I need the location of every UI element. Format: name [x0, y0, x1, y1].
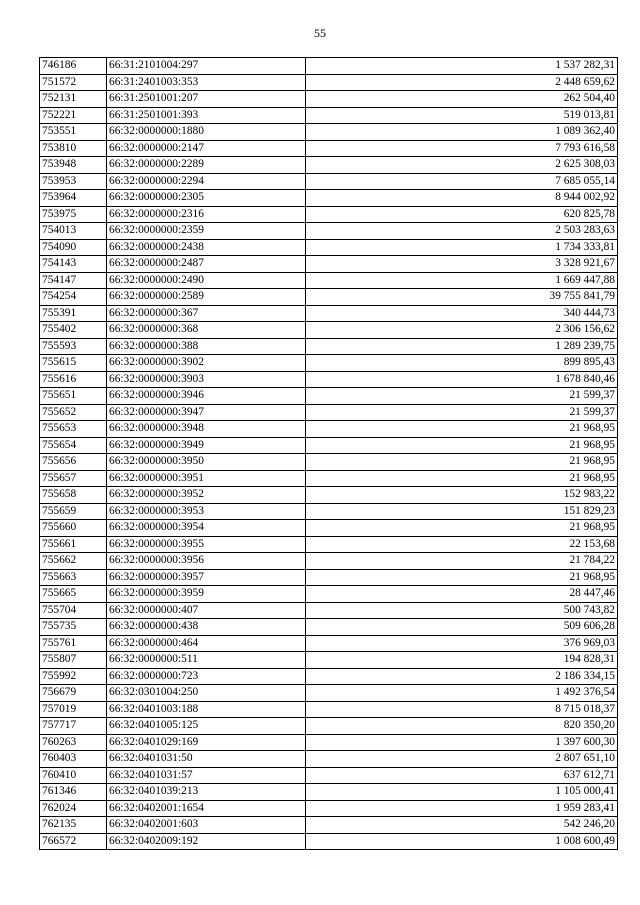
record-id-cell: 755402	[40, 322, 107, 339]
cadastral-number-cell: 66:32:0000000:2289	[107, 157, 306, 174]
record-id-cell: 755391	[40, 305, 107, 322]
cadastral-number-cell: 66:32:0000000:438	[107, 619, 306, 636]
record-id-cell: 754013	[40, 223, 107, 240]
table-row	[40, 833, 618, 850]
table-row	[40, 536, 618, 553]
cadastral-number-cell: 66:32:0000000:3903	[107, 371, 306, 388]
record-id-cell: 755652	[40, 404, 107, 421]
record-id-cell: 754090	[40, 239, 107, 256]
record-id-cell: 755616	[40, 371, 107, 388]
table-row	[40, 223, 618, 240]
table-row	[40, 91, 618, 108]
table-row	[40, 388, 618, 405]
cadastral-number-cell: 66:32:0000000:3948	[107, 421, 306, 438]
cadastral-number-cell: 66:32:0000000:511	[107, 652, 306, 669]
cadastral-value-cell: 3 328 921,67	[306, 256, 618, 273]
table-row	[40, 157, 618, 174]
record-id-cell: 757717	[40, 718, 107, 735]
record-id-cell: 762135	[40, 817, 107, 834]
cadastral-value-cell: 28 447,46	[306, 586, 618, 603]
record-id-cell: 746186	[40, 58, 107, 75]
cadastral-number-cell: 66:32:0401005:125	[107, 718, 306, 735]
table-row	[40, 784, 618, 801]
record-id-cell: 755656	[40, 454, 107, 471]
table-row	[40, 553, 618, 570]
table-row	[40, 602, 618, 619]
cadastral-number-cell: 66:32:0000000:3947	[107, 404, 306, 421]
cadastral-value-cell: 262 504,40	[306, 91, 618, 108]
table-row	[40, 338, 618, 355]
cadastral-value-cell: 151 829,23	[306, 503, 618, 520]
cadastral-value-cell: 152 983,22	[306, 487, 618, 504]
cadastral-value-cell: 1 105 000,41	[306, 784, 618, 801]
cadastral-number-cell: 66:31:2401003:353	[107, 74, 306, 91]
cadastral-value-cell: 7 793 616,58	[306, 140, 618, 157]
cadastral-value-cell: 2 448 659,62	[306, 74, 618, 91]
cadastral-number-cell: 66:32:0000000:3953	[107, 503, 306, 520]
table-row	[40, 256, 618, 273]
cadastral-number-cell: 66:32:0401029:169	[107, 734, 306, 751]
record-id-cell: 755659	[40, 503, 107, 520]
cadastral-number-cell: 66:32:0401031:57	[107, 767, 306, 784]
cadastral-value-cell: 1 008 600,49	[306, 833, 618, 850]
cadastral-number-cell: 66:32:0000000:3952	[107, 487, 306, 504]
cadastral-value-cell: 500 743,82	[306, 602, 618, 619]
table-row	[40, 569, 618, 586]
cadastral-value-cell: 21 599,37	[306, 404, 618, 421]
record-id-cell: 760410	[40, 767, 107, 784]
cadastral-value-cell: 1 492 376,54	[306, 685, 618, 702]
cadastral-number-cell: 66:32:0000000:3955	[107, 536, 306, 553]
cadastral-number-cell: 66:32:0000000:3959	[107, 586, 306, 603]
record-id-cell: 754254	[40, 289, 107, 306]
cadastral-value-cell: 637 612,71	[306, 767, 618, 784]
table-row	[40, 503, 618, 520]
record-id-cell: 752221	[40, 107, 107, 124]
cadastral-number-cell: 66:32:0000000:368	[107, 322, 306, 339]
cadastral-number-cell: 66:32:0000000:3951	[107, 470, 306, 487]
record-id-cell: 755653	[40, 421, 107, 438]
record-id-cell: 755658	[40, 487, 107, 504]
record-id-cell: 755704	[40, 602, 107, 619]
record-id-cell: 753551	[40, 124, 107, 141]
record-id-cell: 755661	[40, 536, 107, 553]
cadastral-value-cell: 21 968,95	[306, 421, 618, 438]
cadastral-value-cell: 1 397 600,30	[306, 734, 618, 751]
table-row	[40, 239, 618, 256]
cadastral-number-cell: 66:32:0401039:213	[107, 784, 306, 801]
table-row	[40, 817, 618, 834]
cadastral-number-cell: 66:32:0301004:250	[107, 685, 306, 702]
cadastral-number-cell: 66:32:0000000:3950	[107, 454, 306, 471]
cadastral-number-cell: 66:31:2501001:207	[107, 91, 306, 108]
cadastral-value-cell: 820 350,20	[306, 718, 618, 735]
table-body	[40, 58, 618, 850]
cadastral-value-cell: 39 755 841,79	[306, 289, 618, 306]
cadastral-value-cell: 1 089 362,40	[306, 124, 618, 141]
table-row	[40, 586, 618, 603]
cadastral-value-cell: 1 678 840,46	[306, 371, 618, 388]
table-row	[40, 305, 618, 322]
record-id-cell: 755761	[40, 635, 107, 652]
cadastral-number-cell: 66:32:0000000:2438	[107, 239, 306, 256]
record-id-cell: 760403	[40, 751, 107, 768]
table-row	[40, 206, 618, 223]
cadastral-value-cell: 620 825,78	[306, 206, 618, 223]
table-row	[40, 701, 618, 718]
cadastral-number-cell: 66:32:0000000:2589	[107, 289, 306, 306]
table-row	[40, 355, 618, 372]
table-row	[40, 635, 618, 652]
cadastral-value-cell: 8 944 002,92	[306, 190, 618, 207]
table-row	[40, 404, 618, 421]
cadastral-number-cell: 66:32:0000000:3949	[107, 437, 306, 454]
record-id-cell: 752131	[40, 91, 107, 108]
cadastral-value-cell: 509 606,28	[306, 619, 618, 636]
record-id-cell: 755735	[40, 619, 107, 636]
table-row	[40, 58, 618, 75]
table-row	[40, 520, 618, 537]
record-id-cell: 761346	[40, 784, 107, 801]
cadastral-number-cell: 66:32:0000000:2487	[107, 256, 306, 273]
cadastral-number-cell: 66:32:0000000:3902	[107, 355, 306, 372]
cadastral-number-cell: 66:32:0000000:3956	[107, 553, 306, 570]
table-row	[40, 652, 618, 669]
cadastral-number-cell: 66:32:0000000:3957	[107, 569, 306, 586]
record-id-cell: 762024	[40, 800, 107, 817]
table-row	[40, 190, 618, 207]
table-row	[40, 140, 618, 157]
cadastral-value-cell: 519 013,81	[306, 107, 618, 124]
table-row	[40, 800, 618, 817]
record-id-cell: 753975	[40, 206, 107, 223]
cadastral-number-cell: 66:32:0000000:2294	[107, 173, 306, 190]
record-id-cell: 755615	[40, 355, 107, 372]
cadastral-value-cell: 2 807 651,10	[306, 751, 618, 768]
cadastral-value-cell: 8 715 018,37	[306, 701, 618, 718]
record-id-cell: 754147	[40, 272, 107, 289]
record-id-cell: 755593	[40, 338, 107, 355]
cadastral-number-cell: 66:32:0000000:407	[107, 602, 306, 619]
record-id-cell: 755654	[40, 437, 107, 454]
cadastral-value-cell: 7 685 055,14	[306, 173, 618, 190]
cadastral-number-cell: 66:32:0000000:388	[107, 338, 306, 355]
record-id-cell: 753810	[40, 140, 107, 157]
cadastral-number-cell: 66:32:0000000:1880	[107, 124, 306, 141]
record-id-cell: 755660	[40, 520, 107, 537]
cadastral-value-cell: 542 246,20	[306, 817, 618, 834]
cadastral-value-cell: 194 828,31	[306, 652, 618, 669]
cadastral-value-cell: 899 895,43	[306, 355, 618, 372]
record-id-cell: 755651	[40, 388, 107, 405]
cadastral-number-cell: 66:32:0000000:2490	[107, 272, 306, 289]
record-id-cell: 757019	[40, 701, 107, 718]
record-id-cell: 755657	[40, 470, 107, 487]
cadastral-number-cell: 66:32:0402009:192	[107, 833, 306, 850]
record-id-cell: 755807	[40, 652, 107, 669]
record-id-cell: 755662	[40, 553, 107, 570]
record-id-cell: 766572	[40, 833, 107, 850]
cadastral-value-cell: 376 969,03	[306, 635, 618, 652]
record-id-cell: 755665	[40, 586, 107, 603]
cadastral-value-cell: 21 968,95	[306, 470, 618, 487]
cadastral-number-cell: 66:32:0401031:50	[107, 751, 306, 768]
record-id-cell: 760263	[40, 734, 107, 751]
record-id-cell: 751572	[40, 74, 107, 91]
cadastral-value-cell: 1 289 239,75	[306, 338, 618, 355]
cadastral-value-cell: 2 503 283,63	[306, 223, 618, 240]
cadastral-number-cell: 66:31:2501001:393	[107, 107, 306, 124]
cadastral-value-cell: 2 186 334,15	[306, 668, 618, 685]
cadastral-value-cell: 1 537 282,31	[306, 58, 618, 75]
table-row	[40, 454, 618, 471]
cadastral-value-cell: 22 153,68	[306, 536, 618, 553]
table-row	[40, 718, 618, 735]
table-row	[40, 421, 618, 438]
record-id-cell: 755663	[40, 569, 107, 586]
cadastral-number-cell: 66:32:0401003:188	[107, 701, 306, 718]
cadastral-value-cell: 21 968,95	[306, 569, 618, 586]
record-id-cell: 753953	[40, 173, 107, 190]
table-row	[40, 322, 618, 339]
cadastral-number-cell: 66:32:0402001:603	[107, 817, 306, 834]
cadastral-number-cell: 66:32:0000000:3954	[107, 520, 306, 537]
cadastral-number-cell: 66:32:0000000:2147	[107, 140, 306, 157]
cadastral-value-cell: 1 734 333,81	[306, 239, 618, 256]
cadastral-value-cell: 21 968,95	[306, 454, 618, 471]
cadastral-value-cell: 340 444,73	[306, 305, 618, 322]
table-row	[40, 437, 618, 454]
page-number: 55	[314, 26, 326, 40]
table-row	[40, 619, 618, 636]
table-row	[40, 124, 618, 141]
cadastral-number-cell: 66:32:0402001:1654	[107, 800, 306, 817]
record-id-cell: 754143	[40, 256, 107, 273]
table-row	[40, 668, 618, 685]
table-row	[40, 487, 618, 504]
table-row	[40, 289, 618, 306]
cadastral-number-cell: 66:32:0000000:2316	[107, 206, 306, 223]
cadastral-value-cell: 2 306 156,62	[306, 322, 618, 339]
cadastral-number-cell: 66:32:0000000:367	[107, 305, 306, 322]
cadastral-value-cell: 1 959 283,41	[306, 800, 618, 817]
cadastral-number-cell: 66:32:0000000:2305	[107, 190, 306, 207]
cadastral-value-cell: 21 968,95	[306, 437, 618, 454]
table-row	[40, 685, 618, 702]
cadastral-number-cell: 66:32:0000000:2359	[107, 223, 306, 240]
table-row	[40, 272, 618, 289]
table-row	[40, 734, 618, 751]
cadastral-number-cell: 66:32:0000000:464	[107, 635, 306, 652]
cadastral-value-cell: 2 625 308,03	[306, 157, 618, 174]
table-row	[40, 371, 618, 388]
table-row	[40, 107, 618, 124]
table-row	[40, 74, 618, 91]
cadastral-number-cell: 66:32:0000000:3946	[107, 388, 306, 405]
cadastral-value-table	[39, 57, 618, 850]
cadastral-number-cell: 66:32:0000000:723	[107, 668, 306, 685]
table-row	[40, 767, 618, 784]
cadastral-value-cell: 21 784,22	[306, 553, 618, 570]
table-row	[40, 470, 618, 487]
record-id-cell: 753948	[40, 157, 107, 174]
table-row	[40, 751, 618, 768]
table-row	[40, 173, 618, 190]
record-id-cell: 756679	[40, 685, 107, 702]
record-id-cell: 753964	[40, 190, 107, 207]
cadastral-value-cell: 21 968,95	[306, 520, 618, 537]
cadastral-value-cell: 1 669 447,88	[306, 272, 618, 289]
record-id-cell: 755992	[40, 668, 107, 685]
cadastral-value-cell: 21 599,37	[306, 388, 618, 405]
cadastral-number-cell: 66:31:2101004:297	[107, 58, 306, 75]
